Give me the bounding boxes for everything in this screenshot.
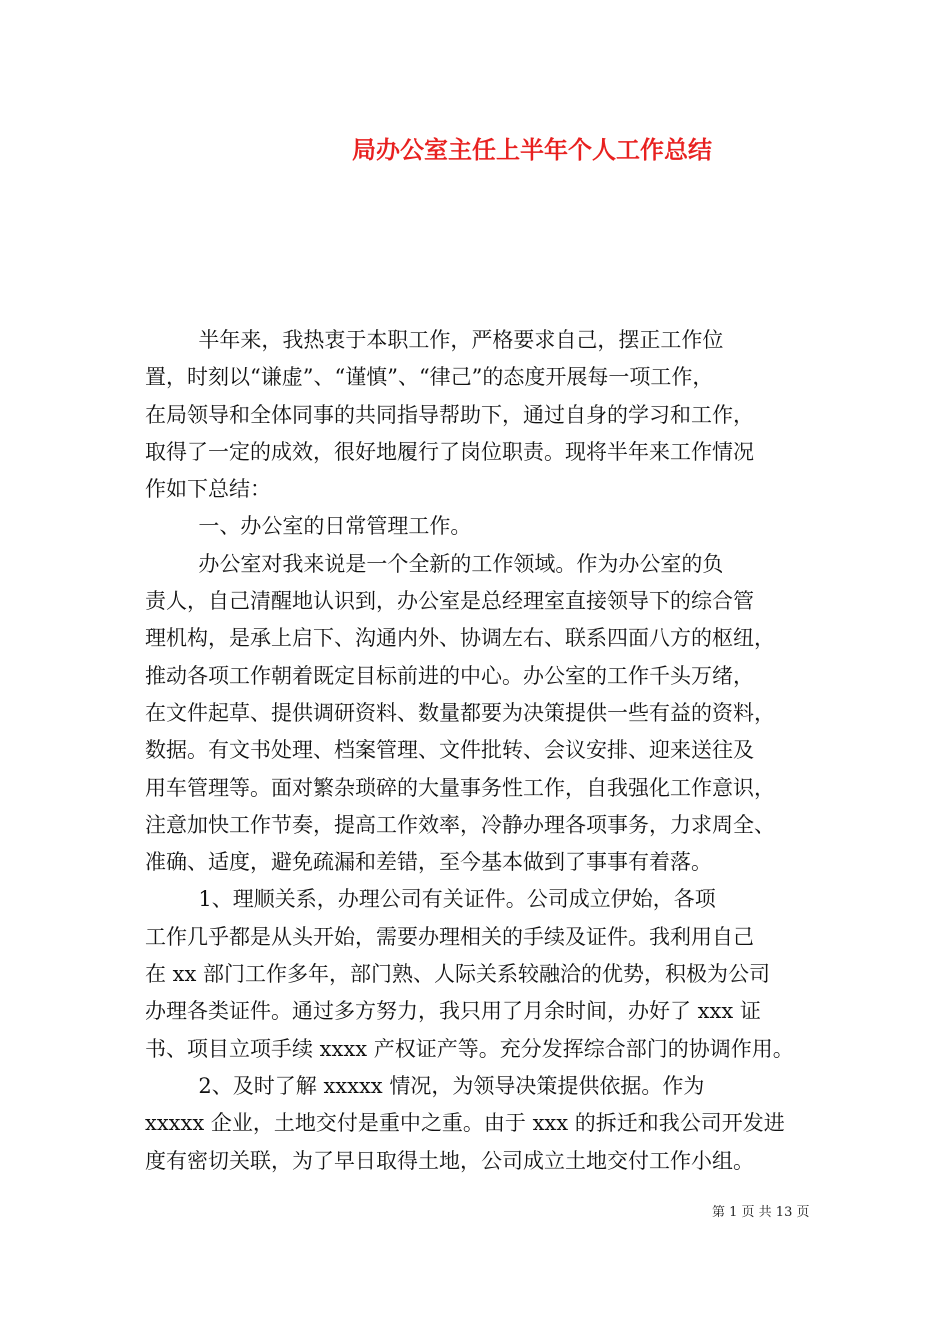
text-line: 办公室对我来说是一个全新的工作领域。作为办公室的负 bbox=[145, 551, 724, 576]
text-line: xxxxx 企业，土地交付是重中之重。由于 xxx 的拆迁和我公司开发进 bbox=[145, 1111, 785, 1136]
text-line: 注意加快工作节奏，提高工作效率，冷静办理各项事务，力求周全、 bbox=[145, 812, 775, 837]
text-line: 办理各类证件。通过多方努力，我只用了月余时间，办好了 xxx 证 bbox=[145, 999, 761, 1024]
text-line: 置，时刻以“谦虚”、“谨慎”、“律己”的态度开展每一项工作， bbox=[145, 365, 714, 390]
text-line: 用车管理等。面对繁杂琐碎的大量事务性工作，自我强化工作意识， bbox=[145, 775, 775, 800]
text-line: 1、理顺关系，办理公司有关证件。公司成立伊始，各项 bbox=[145, 887, 716, 912]
text-line: 取得了一定的成效，很好地履行了岗位职责。现将半年来工作情况 bbox=[145, 439, 754, 464]
section-heading: 一、办公室的日常管理工作。 bbox=[145, 514, 472, 539]
page-footer: 第 1 页 共 13 页 bbox=[712, 1205, 810, 1220]
text-line: 准确、适度，避免疏漏和差错，至今基本做到了事事有着落。 bbox=[145, 850, 712, 875]
text-line: 半年来，我热衷于本职工作，严格要求自己，摆正工作位 bbox=[145, 328, 724, 352]
text-line: 理机构，是承上启下、沟通内外、协调左右、联系四面八方的枢纽， bbox=[145, 626, 775, 651]
text-line: 在文件起草、提供调研资料、数量都要为决策提供一些有益的资料， bbox=[145, 700, 775, 725]
text-line: 推动各项工作朝着既定目标前进的中心。办公室的工作千头万绪， bbox=[145, 663, 754, 688]
text-line: 书、项目立项手续 xxxx 产权证产等。充分发挥综合部门的协调作用。 bbox=[145, 1036, 794, 1061]
text-line: 工作几乎都是从头开始，需要办理相关的手续及证件。我利用自己 bbox=[145, 924, 754, 949]
text-line: 度有密切关联，为了早日取得土地，公司成立土地交付工作小组。 bbox=[145, 1148, 754, 1173]
text-line: 数据。有文书处理、档案管理、文件批转、会议安排、迎来送往及 bbox=[145, 738, 754, 763]
document-title: 局办公室主任上半年个人工作总结 bbox=[352, 135, 712, 164]
text-line: 在 xx 部门工作多年，部门熟、人际关系较融洽的优势，积极为公司 bbox=[145, 962, 771, 987]
text-line: 在局领导和全体同事的共同指导帮助下，通过自身的学习和工作， bbox=[145, 402, 754, 427]
text-line: 2、及时了解 xxxxx 情况，为领导决策提供依据。作为 bbox=[145, 1073, 705, 1098]
text-line: 责人，自己清醒地认识到，办公室是总经理室直接领导下的综合管 bbox=[145, 589, 754, 614]
document-body bbox=[145, 322, 835, 1180]
text-line: 作如下总结： bbox=[145, 477, 271, 502]
